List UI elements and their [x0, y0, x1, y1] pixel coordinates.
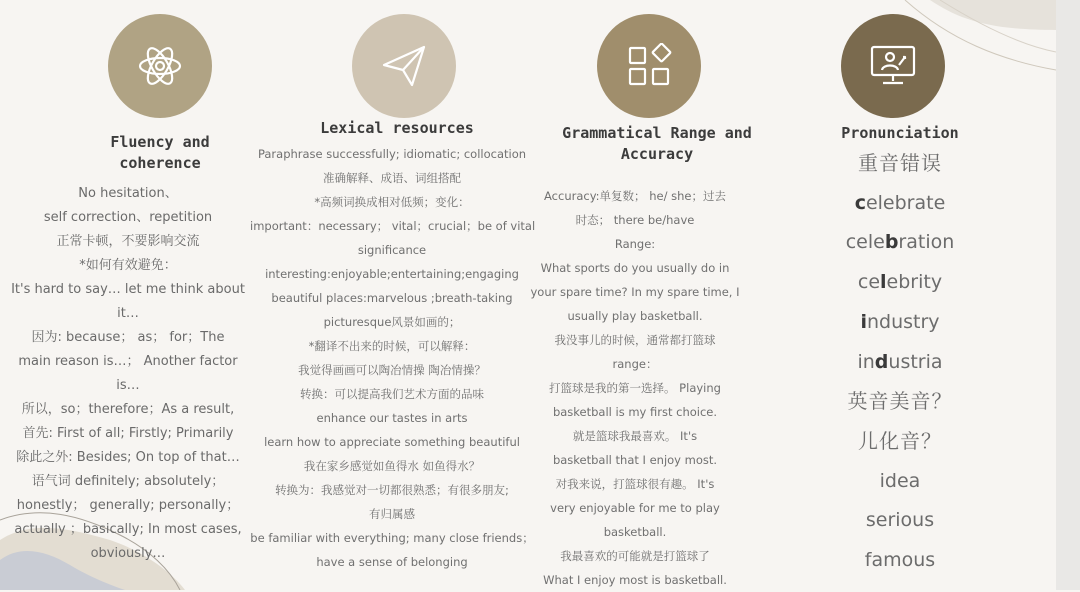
text-line: self correction、repetition [43, 210, 213, 225]
text-line: basketball. [603, 525, 667, 539]
text-line: 语气词 definitely; absolutely； [31, 474, 225, 489]
heading-line: Accuracy [620, 145, 694, 163]
text-line: *如何有效避免： [79, 258, 177, 273]
text-line: it… [117, 306, 139, 321]
pronunciation-word [808, 184, 992, 224]
text-line: important：necessary； vital；crucial；be of vital [250, 219, 536, 233]
stressed-letter: c [854, 191, 866, 214]
atom-icon [135, 41, 185, 91]
paper-plane-icon [379, 41, 429, 91]
stressed-letter: b [884, 231, 899, 254]
text-line: be familiar with everything; many close friends； [250, 531, 534, 545]
pronunciation-word [808, 422, 992, 462]
word-part: idea [879, 469, 921, 492]
text-line: 首先: First of all; Firstly; Primarily [22, 426, 234, 441]
word-part: famous [864, 549, 936, 572]
text-line: 我最喜欢的可能就是打篮球了 [560, 549, 710, 563]
monitor-person-icon [868, 43, 918, 89]
word-part: 英音美音？ [847, 389, 953, 414]
text-line: Range: [614, 237, 656, 251]
word-part: cele [845, 231, 885, 254]
fluency-circle [108, 14, 212, 118]
text-line: 我在家乡感觉如鱼得水 如鱼得水？ [303, 459, 481, 473]
word-part: ce [857, 271, 881, 294]
grammar-circle [597, 14, 701, 118]
text-line: What I enjoy most is basketball. [543, 573, 727, 587]
text-line: 我觉得画画可以陶冶情操 陶冶情操？ [298, 363, 486, 377]
text-line: actually ；basically; In most cases, [14, 522, 242, 537]
stressed-letter: d [874, 350, 889, 373]
text-line: 就是篮球我最喜欢。 It's [572, 429, 698, 443]
text-line: basketball is my first choice. [552, 405, 718, 419]
text-line: interesting:enjoyable;entertaining;engaging [265, 267, 519, 281]
stressed-letter: i [860, 310, 867, 333]
pronunciation-circle [841, 14, 945, 118]
stressed-letter: l [880, 271, 887, 294]
text-line: main reason is…； Another factor [18, 354, 238, 369]
text-line: 打篮球是我的第一选择。 Playing [549, 381, 721, 395]
lexical-circle [352, 14, 456, 118]
pronunciation-word [808, 501, 992, 541]
lexical-heading [292, 118, 502, 139]
pronunciation-word [808, 303, 992, 343]
text-line: very enjoyable for me to play [550, 501, 720, 515]
pronunciation-word [808, 144, 992, 184]
text-line: 除此之外: Besides; On top of that… [16, 450, 240, 465]
text-line: It's hard to say… let me think about [11, 282, 245, 297]
text-line: 我没事儿的时候，通常都打篮球 [554, 333, 716, 347]
text-line: range： [612, 357, 658, 371]
pronunciation-word [808, 382, 992, 422]
heading-line: Pronunciation [841, 124, 959, 142]
text-line: 转换：可以提高我们艺术方面的品味 [300, 387, 484, 401]
text-line: honestly； generally; personally； [16, 498, 240, 513]
grid-shapes-icon [626, 43, 672, 89]
word-part: in [857, 350, 875, 373]
heading-line: Grammatical Range and [562, 124, 752, 142]
word-part: ustria [888, 350, 943, 373]
text-line: have a sense of belonging [316, 555, 468, 569]
grammar-text [522, 184, 748, 592]
text-line: obviously… [90, 546, 166, 561]
pronunciation-word [808, 462, 992, 502]
fluency-heading [60, 132, 260, 174]
word-part: ndustry [866, 310, 940, 333]
word-part: elebrate [865, 191, 946, 214]
pronunciation-word [808, 343, 992, 383]
text-line: 所以，so；therefore；As a result, [21, 402, 235, 417]
word-part: 重音错误 [858, 151, 942, 175]
text-line: is… [116, 378, 140, 393]
heading-line: Fluency and [110, 133, 210, 151]
grammar-heading [548, 123, 766, 165]
text-line: 准确解释、成语、词组搭配 [323, 171, 461, 185]
word-part: 儿化音？ [858, 428, 942, 453]
text-line: 因为: because； as； for；The [31, 330, 225, 345]
pronunciation-word [808, 541, 992, 581]
heading-line: coherence [119, 154, 201, 172]
right-edge-strip [1056, 0, 1080, 590]
fluency-text [8, 182, 248, 566]
pronunciation-word [808, 263, 992, 303]
word-part: ration [898, 231, 955, 254]
text-line: learn how to appreciate something beautiful [264, 435, 520, 449]
text-line: 对我来说，打篮球很有趣。 It's [555, 477, 715, 491]
word-part: serious [865, 509, 935, 532]
text-line: 转换为：我感觉对一切都很熟悉；有很多朋友; [275, 483, 509, 497]
text-line: 正常卡顿，不要影响交流 [56, 234, 200, 249]
text-line: 时态； there be/have [575, 213, 695, 227]
pronunciation-word [808, 223, 992, 263]
text-line: picturesque风景如画的； [323, 315, 461, 329]
text-line: basketball that I enjoy most. [552, 453, 718, 467]
heading-line: Lexical resources [320, 119, 474, 137]
text-line: enhance our tastes in arts [316, 411, 468, 425]
text-line: significance [357, 243, 427, 257]
text-line: *高频词换成相对低频；变化： [314, 195, 470, 209]
pronunciation-words [808, 144, 992, 581]
text-line: Accuracy:单复数； he/ she；过去 [544, 189, 726, 203]
lexical-text [250, 142, 534, 574]
text-line: *翻译不出来的时候，可以解释： [308, 339, 476, 353]
text-line: What sports do you usually do in [540, 261, 730, 275]
text-line: beautiful places:marvelous ;breath-taking [271, 291, 513, 305]
text-line: 有归属感 [369, 507, 415, 521]
text-line: No hesitation、 [78, 186, 178, 201]
pronunciation-heading [808, 123, 992, 144]
text-line: Paraphrase successfully; idiomatic; collocation [257, 147, 527, 161]
word-part: ebrity [886, 271, 943, 294]
text-line: usually play basketball. [567, 309, 703, 323]
text-line: your spare time? In my spare time, I [530, 285, 740, 299]
